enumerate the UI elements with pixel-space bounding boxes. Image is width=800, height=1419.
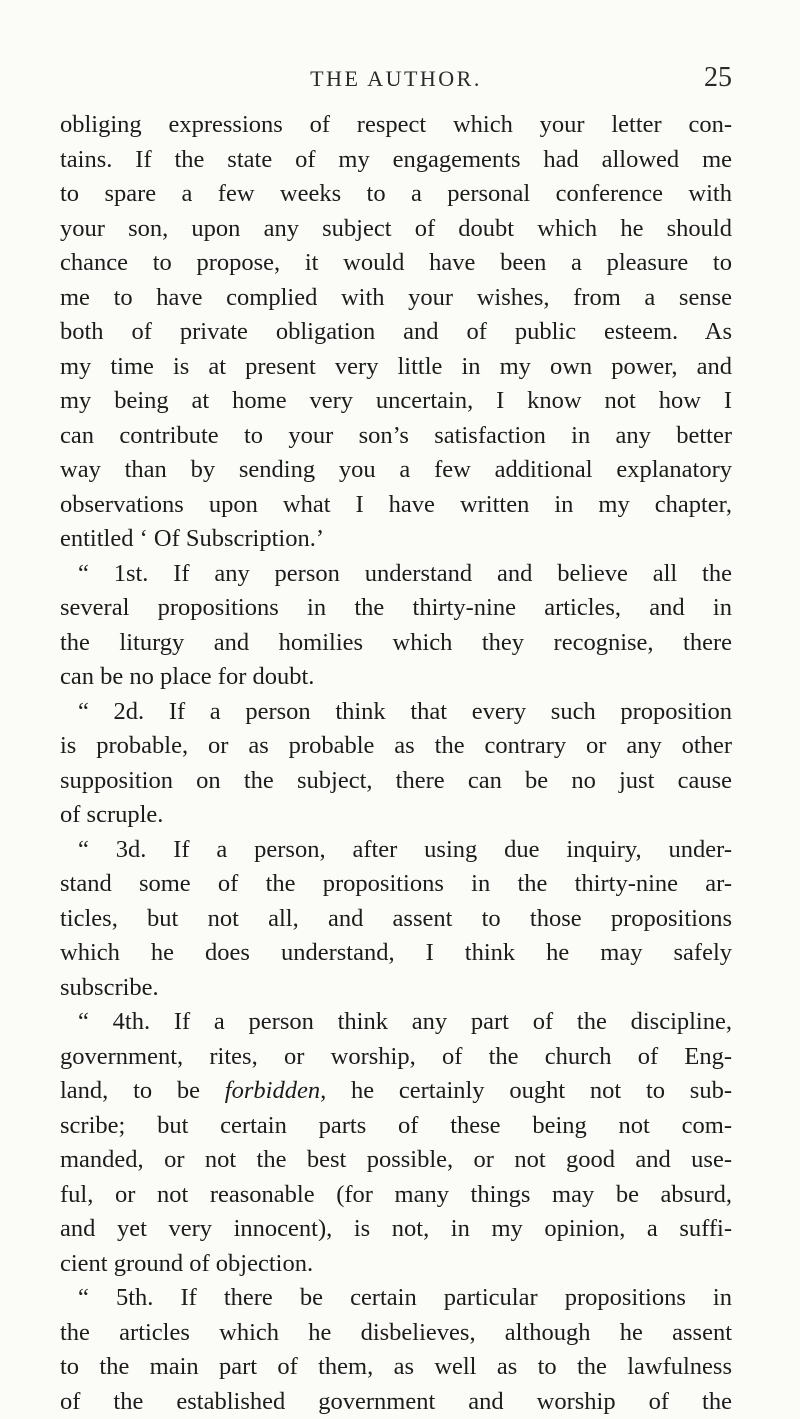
text-line: subscribe. — [60, 971, 732, 1006]
text-line-with-italic — [60, 1074, 732, 1109]
page-number: 25 — [704, 62, 732, 94]
text-line: “ 5th. If there be certain particular propositions in — [60, 1281, 732, 1316]
text-line: my being at home very uncertain, I know not how I — [60, 384, 732, 419]
text-line: “ 3d. If a person, after using due inquiry, under- — [60, 833, 732, 868]
text-line: to the main part of them, as well as to the lawfulness — [60, 1350, 732, 1385]
text-line: entitled ‘ Of Subscription.’ — [60, 522, 732, 557]
text-line: the liturgy and homilies which they recognise, there — [60, 626, 732, 661]
running-head: THE AUTHOR. — [60, 66, 732, 92]
italic-word: forbidden, — [225, 1077, 326, 1104]
text-line: both of private obligation and of public esteem. As — [60, 315, 732, 350]
text-line: supposition on the subject, there can be no just cause — [60, 764, 732, 799]
text-line: scribe; but certain parts of these being not com- — [60, 1109, 732, 1144]
text-line: manded, or not the best possible, or not good and use- — [60, 1143, 732, 1178]
text-line: stand some of the propositions in the thirty-nine ar- — [60, 867, 732, 902]
text-line: your son, upon any subject of doubt which he should — [60, 212, 732, 247]
text-line: which he does understand, I think he may safely — [60, 936, 732, 971]
text-line: “ 1st. If any person understand and believe all the — [60, 557, 732, 592]
body-text — [60, 108, 732, 1419]
text-line: cient ground of objection. — [60, 1247, 732, 1282]
text-line: chance to propose, it would have been a pleasure to — [60, 246, 732, 281]
text-line: tains. If the state of my engagements had allowed me — [60, 143, 732, 178]
text-line: “ 4th. If a person think any part of the discipline, — [60, 1005, 732, 1040]
text-segment: he certainly ought not to sub- — [326, 1077, 732, 1104]
text-line: “ 2d. If a person think that every such proposition — [60, 695, 732, 730]
text-line: of scruple. — [60, 798, 732, 833]
text-line: can be no place for doubt. — [60, 660, 732, 695]
text-line: can contribute to your son’s satisfaction in any better — [60, 419, 732, 454]
text-line: of the established government and worship of the — [60, 1385, 732, 1419]
text-line: is probable, or as probable as the contrary or any other — [60, 729, 732, 764]
text-line: ful, or not reasonable (for many things may be absurd, — [60, 1178, 732, 1213]
text-line: and yet very innocent), is not, in my opinion, a suffi- — [60, 1212, 732, 1247]
text-line: to spare a few weeks to a personal conference with — [60, 177, 732, 212]
text-segment: land, to be — [60, 1077, 225, 1104]
text-line: the articles which he disbelieves, although he assent — [60, 1316, 732, 1351]
text-line: observations upon what I have written in my chapter, — [60, 488, 732, 523]
page-header — [60, 62, 732, 96]
text-line: my time is at present very little in my own power, and — [60, 350, 732, 385]
text-line: way than by sending you a few additional explanatory — [60, 453, 732, 488]
text-line: several propositions in the thirty-nine articles, and in — [60, 591, 732, 626]
text-line: obliging expressions of respect which your letter con- — [60, 108, 732, 143]
text-line: government, rites, or worship, of the church of Eng- — [60, 1040, 732, 1075]
text-line: me to have complied with your wishes, from a sense — [60, 281, 732, 316]
text-line: ticles, but not all, and assent to those propositions — [60, 902, 732, 937]
